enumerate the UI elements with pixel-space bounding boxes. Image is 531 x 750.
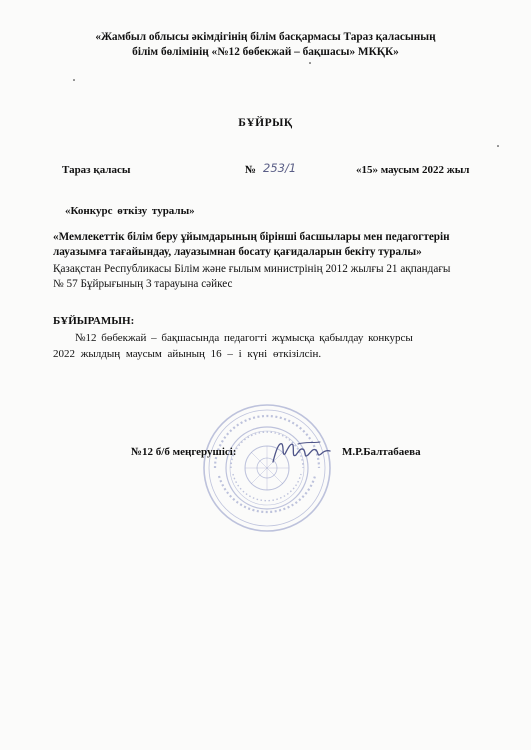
header-line-2: білім бөлімінің «№12 бөбекжай – бақшасы» МКҚК» — [132, 45, 399, 58]
order-body-line-1: №12 бөбекжай – бақшасында педагогті жұмысқа қабылдау конкурсы — [75, 332, 413, 344]
signature-icon — [270, 436, 332, 466]
reference-title — [53, 230, 450, 260]
header-line-1: «Жамбыл облысы әкімдігінің білім басқармасы Тараз қаласының — [95, 31, 436, 43]
order-date: «15» маусым 2022 жыл — [356, 164, 470, 176]
signer-name: М.Р.Балтабаева — [342, 446, 421, 458]
scan-speck — [73, 79, 75, 81]
organization-header — [0, 30, 531, 59]
reference-title-line-1: «Мемлекеттік білім беру ұйымдарының бірінші басшылары мен педагогтерін — [53, 231, 450, 243]
reference-body-line-2: № 57 Бұйрығының 3 тарауына сәйкес — [53, 278, 233, 290]
order-number-label: № — [245, 164, 257, 176]
reference-body — [53, 262, 450, 292]
order-number-handwritten: 253/1 — [263, 161, 297, 175]
order-body-line-2: 2022 жылдың маусым айының 16 – і күні өткізілсін. — [53, 348, 322, 360]
scan-speck — [309, 62, 311, 64]
document-title: БҰЙРЫҚ — [238, 117, 293, 129]
order-subject: «Конкурс өткізу туралы» — [65, 205, 195, 217]
order-body — [53, 330, 413, 362]
order-heading: БҰЙЫРАМЫН: — [53, 315, 135, 327]
reference-title-line-2: лауазымға тағайындау, лауазымнан босату қағидаларын бекіту туралы» — [53, 246, 422, 258]
reference-body-line-1: Қазақстан Республикасы Білім және ғылым министрінің 2012 жылғы 21 ақпандағы — [53, 263, 451, 275]
signer-position: №12 б/б меңгерушісі: — [131, 446, 237, 458]
city-label: Тараз қаласы — [62, 164, 131, 176]
seal-icon — [201, 402, 333, 534]
scan-speck — [497, 145, 499, 147]
